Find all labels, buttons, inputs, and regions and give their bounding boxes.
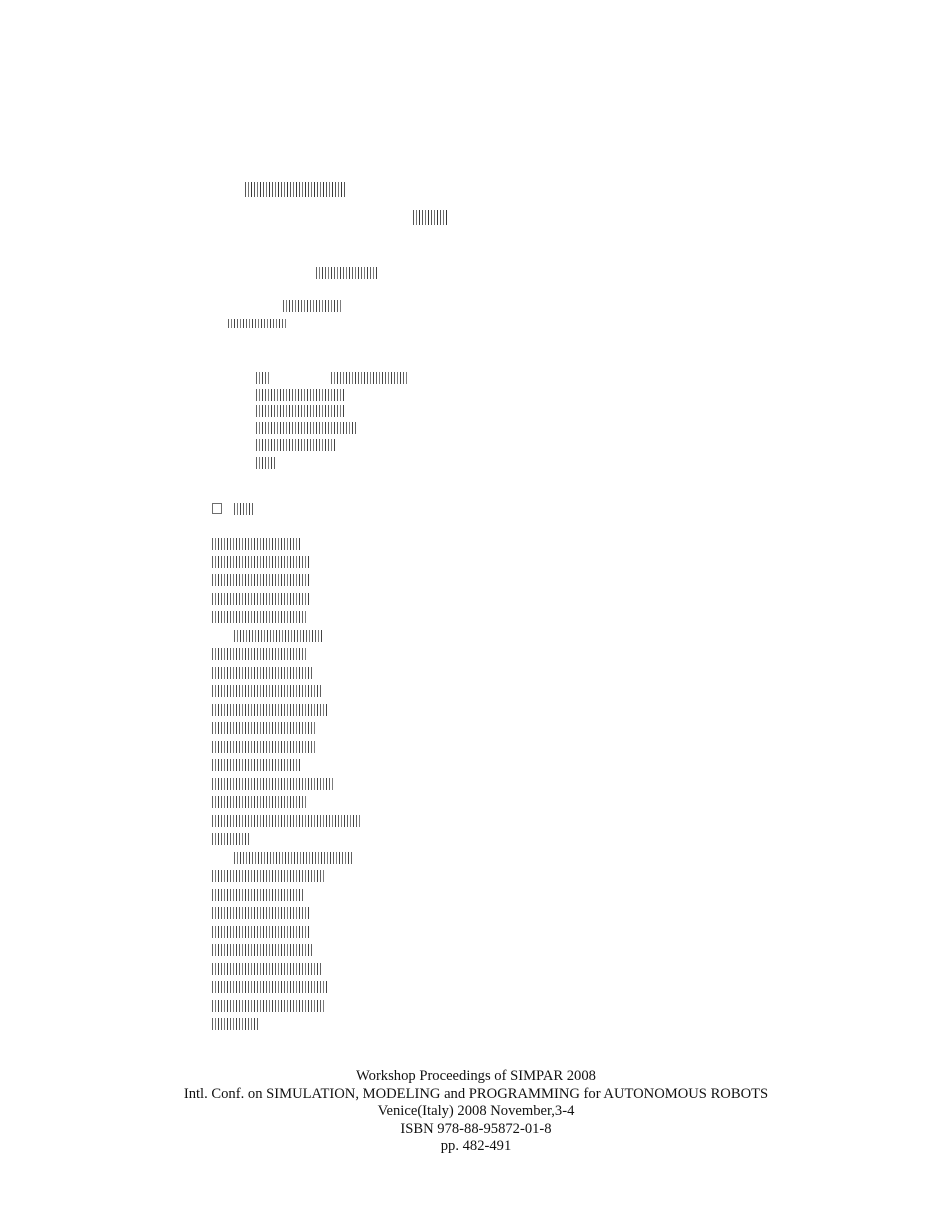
footer-pages: pp. 482-491 [440,1138,512,1155]
subtitle-glyphs [413,210,447,225]
body-line-glyphs [212,704,329,716]
footer-conference: Intl. Conf. on SIMULATION, MODELING and PROGRAMMING for AUTONOMOUS ROBOTS [183,1085,769,1102]
body-line-glyphs [212,741,316,753]
body-line-glyphs [212,574,310,586]
body-line-glyphs [212,1018,258,1030]
abstract-heading-glyphs [256,372,269,384]
footer-isbn: ISBN 978-88-95872-01-8 [400,1120,552,1137]
body-line-glyphs [212,870,324,882]
abstract-line-glyphs [256,422,357,434]
body-line-glyphs [212,538,302,550]
body-line-glyphs [212,833,249,845]
body-line-glyphs [212,926,310,938]
body-line-glyphs [212,556,310,568]
body-line-glyphs [212,667,312,679]
body-line-glyphs [212,778,334,790]
author-glyphs [316,267,379,279]
body-line-glyphs [212,944,314,956]
body-line-glyphs [212,593,310,605]
body-line-glyphs [234,630,322,642]
body-line-glyphs [212,963,323,975]
abstract-line-glyphs [256,457,276,469]
body-line-glyphs [212,981,329,993]
body-line-glyphs [234,852,352,864]
body-line-glyphs [212,796,308,808]
body-line-glyphs [212,722,317,734]
body-line-glyphs [212,1000,326,1012]
body-line-glyphs [212,889,305,901]
abstract-line-glyphs [256,405,344,417]
body-line-glyphs [212,648,307,660]
footer-venue-date: Venice(Italy) 2008 November,3-4 [377,1103,575,1120]
body-line-glyphs [212,815,361,827]
body-line-glyphs [212,611,306,623]
body-line-glyphs [212,907,309,919]
section-heading-glyphs [234,503,255,515]
abstract-line-glyphs [256,439,336,451]
proceedings-footer [0,1068,952,1156]
abstract-line-glyphs [331,372,407,384]
title-glyphs [245,182,345,197]
body-line-glyphs [212,685,322,697]
body-line-glyphs [212,759,301,771]
footer-workshop: Workshop Proceedings of SIMPAR 2008 [356,1068,596,1084]
section-number-glyph [212,503,222,514]
affiliation-glyphs [283,300,342,312]
abstract-line-glyphs [256,389,346,401]
email-glyphs [228,319,286,328]
